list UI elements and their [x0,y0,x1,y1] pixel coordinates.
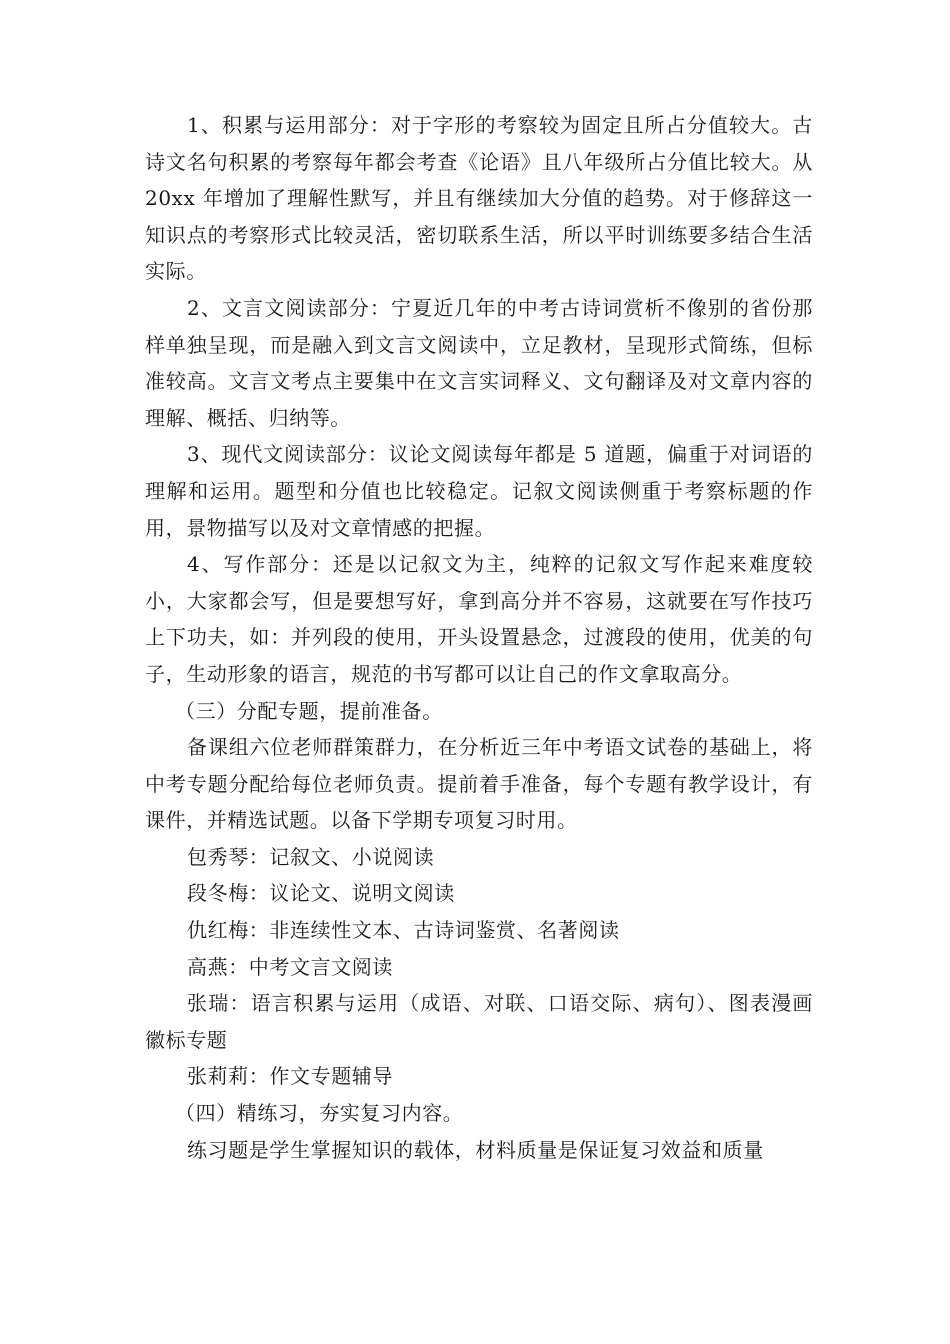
paragraph-practice: 练习题是学生掌握知识的载体，材料质量是保证复习效益和质量 [187,1137,764,1162]
assignment-item: 张瑞：语言积累与运用（成语、对联、口语交际、病句）、图表漫画徽标专题 [145,991,813,1052]
section-heading-3: （三）分配专题，提前准备。 [175,698,443,723]
section-heading-4: （四）精练习，夯实复习内容。 [175,1101,464,1126]
paragraph-modern-reading: 3、现代文阅读部分：议论文阅读每年都是 5 道题，偏重于对词语的理解和运用。题型和分值也比较稳定。记叙文阅读侧重于考察标题的作用，景物描写以及对文章情感的把握。 [145,442,813,540]
paragraph-accumulation: 1、积累与运用部分：对于字形的考察较为固定且所占分值较大。古诗文名句积累的考察每年都会考查《论语》且八年级所占分值比较大。从 20xx 年增加了理解性默写，并且有继续加大分值的趋势。对于修辞这一知识点的考察形式比较灵活，密切联系生活，所以平时训练要多结合生活实际。 [145,113,813,284]
assignment-item: 包秀琴：记叙文、小说阅读 [187,844,435,869]
paragraph-classical-reading: 2、文言文阅读部分：宁夏近几年的中考古诗词赏析不像别的省份那样单独呈现，而是融入到文言文阅读中，立足教材，呈现形式简练，但标准较高。文言文考点主要集中在文言实词释义、文句翻译及对文章内容的理解、概括、归纳等。 [145,295,813,430]
assignment-item: 张莉莉：作文专题辅导 [187,1064,393,1089]
assignment-item: 高燕：中考文言文阅读 [187,954,393,979]
assignment-item: 仇红梅：非连续性文本、古诗词鉴赏、名著阅读 [187,918,620,943]
paragraph-topic-assignment: 备课组六位老师群策群力，在分析近三年中考语文试卷的基础上，将中考专题分配给每位老师负责。提前着手准备，每个专题有教学设计，有课件，并精选试题。以备下学期专项复习时用。 [145,735,813,833]
document-body [145,107,813,1168]
assignment-item: 段冬梅：议论文、说明文阅读 [187,881,455,906]
paragraph-writing: 4、写作部分：还是以记叙文为主，纯粹的记叙文写作起来难度较小，大家都会写，但是要想写好，拿到高分并不容易，这就要在写作技巧上下功夫，如：并列段的使用，开头设置悬念，过渡段的使用，优美的句子，生动形象的语言，规范的书写都可以让自己的作文拿取高分。 [145,552,813,686]
